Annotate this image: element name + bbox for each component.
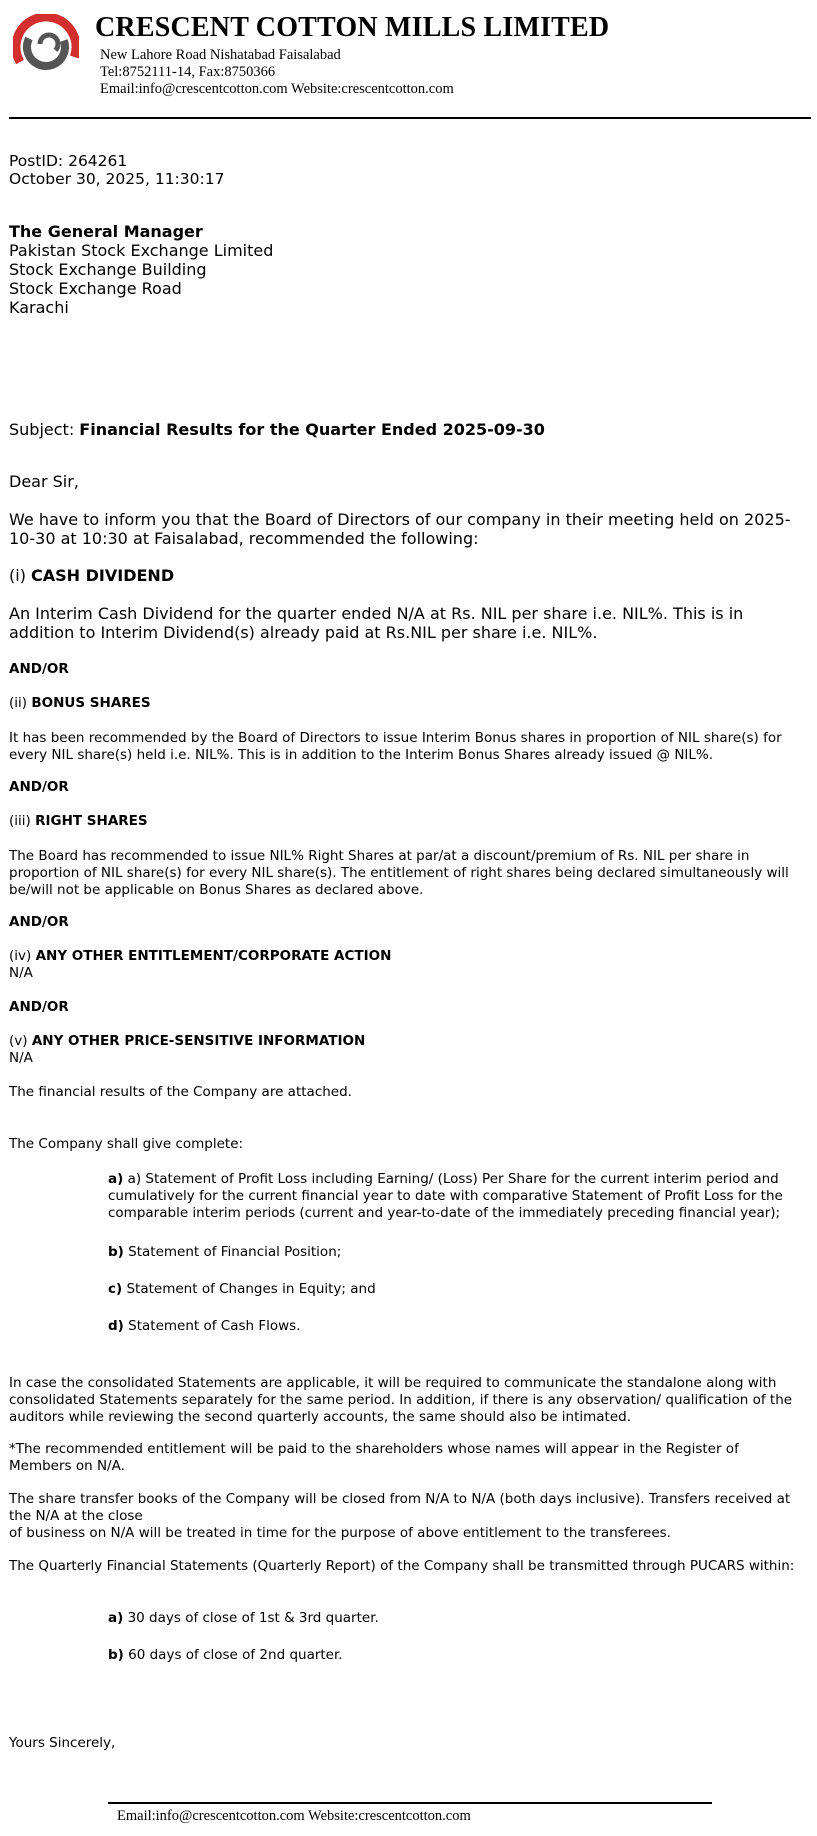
- section-title: ANY OTHER PRICE-SENSITIVE INFORMATION: [31, 1033, 366, 1049]
- statement-label: a): [108, 1171, 124, 1187]
- subject-line: [9, 420, 545, 439]
- deadline-text: 60 days of close of 2nd quarter.: [128, 1647, 343, 1663]
- statement-label: d): [108, 1318, 124, 1334]
- deadline-item: [108, 1647, 798, 1664]
- footer-contact: Email:info@crescentcotton.com Website:crescentcotton.com: [117, 1808, 471, 1824]
- section-title: CASH DIVIDEND: [31, 566, 175, 585]
- andor-separator: AND/OR: [9, 914, 69, 930]
- recipient-line: Stock Exchange Road: [9, 279, 182, 298]
- deadline-text: 30 days of close of 1st & 3rd quarter.: [127, 1610, 379, 1626]
- statement-text: a) Statement of Profit Loss including Earning/ (Loss) Per Share for the current interim period and cumulatively for the current financial year to date with comparative Statement of Profit Loss for the comparable interim periods (current and year-to-date of the immediately preceding financial year);: [108, 1171, 783, 1221]
- consolidated-paragraph: In case the consolidated Statements are applicable, it will be required to communicate the standalone along with consolidated Statements separately for the same period. In addition, if there is any observation/ qualification of the auditors while reviewing the second quarterly accounts, the same should also be intimated.: [9, 1375, 793, 1425]
- section-number: (ii): [9, 695, 28, 711]
- cash-dividend-heading: [9, 566, 174, 585]
- recipient-line: Pakistan Stock Exchange Limited: [9, 241, 274, 260]
- bonus-shares-text: It has been recommended by the Board of Directors to issue Interim Bonus shares in proportion of NIL share(s) for every NIL share(s) held i.e. NIL%. This is in addition to the Interim Bonus Shares already issued @ NIL%.: [9, 730, 782, 763]
- price-sensitive-heading: [9, 1033, 365, 1050]
- intro-paragraph: We have to inform you that the Board of Directors of our company in their meeting held on 2025-10-30 at 10:30 at Faisalabad, recommended the following:: [9, 510, 791, 548]
- section-number: (i): [9, 566, 26, 585]
- deadline-label: b): [108, 1647, 124, 1663]
- section-title: BONUS SHARES: [31, 695, 151, 711]
- subject-text: Financial Results for the Quarter Ended 2025-09-30: [79, 420, 545, 439]
- deadline-item: [108, 1610, 798, 1627]
- statement-text: Statement of Cash Flows.: [128, 1318, 301, 1334]
- section-number: (v): [9, 1033, 28, 1049]
- letterhead-divider: [9, 117, 811, 119]
- company-phone-fax: Tel:8752111-14, Fax:8750366: [100, 64, 276, 80]
- statement-item: [108, 1318, 798, 1335]
- statement-text: Statement of Financial Position;: [128, 1244, 342, 1260]
- statement-item: [108, 1244, 798, 1261]
- statement-text: Statement of Changes in Equity; and: [126, 1281, 376, 1297]
- subject-label: Subject:: [9, 420, 75, 439]
- footer-divider: [108, 1802, 712, 1804]
- results-attached: The financial results of the Company are attached.: [9, 1084, 352, 1100]
- letterhead: [9, 10, 809, 110]
- company-name: CRESCENT COTTON MILLS LIMITED: [95, 12, 610, 43]
- post-id: PostID: 264261: [9, 152, 128, 170]
- transfer-books-paragraph: The share transfer books of the Company will be closed from N/A to N/A (both days inclusive). Transfers received at the N/A at the close: [9, 1491, 791, 1524]
- bonus-shares-heading: [9, 695, 151, 712]
- closing: Yours Sincerely,: [9, 1735, 116, 1751]
- right-shares-heading: [9, 813, 148, 830]
- quarterly-report-paragraph: The Quarterly Financial Statements (Quarterly Report) of the Company shall be transmitted through PUCARS within:: [9, 1558, 795, 1574]
- recipient-line: Karachi: [9, 298, 69, 317]
- andor-separator: AND/OR: [9, 999, 69, 1015]
- recipient-title: The General Manager: [9, 222, 203, 241]
- company-email-website: Email:info@crescentcotton.com Website:crescentcotton.com: [100, 81, 454, 97]
- statement-item: [108, 1281, 798, 1298]
- price-sensitive-text: N/A: [9, 1050, 33, 1066]
- statement-label: b): [108, 1244, 124, 1260]
- salutation: Dear Sir,: [9, 472, 79, 491]
- deadline-label: a): [108, 1610, 124, 1626]
- transfer-books-continuation: of business on N/A will be treated in time for the purpose of above entitlement to the transferees.: [9, 1525, 671, 1541]
- other-entitlement-heading: [9, 948, 391, 965]
- entitlement-note: *The recommended entitlement will be paid to the shareholders whose names will appear in the Register of Members on N/A.: [9, 1441, 739, 1474]
- recipient-line: Stock Exchange Building: [9, 260, 207, 279]
- andor-separator: AND/OR: [9, 779, 69, 795]
- other-entitlement-text: N/A: [9, 965, 33, 981]
- company-address: New Lahore Road Nishatabad Faisalabad: [100, 47, 341, 63]
- cash-dividend-text: An Interim Cash Dividend for the quarter ended N/A at Rs. NIL per share i.e. NIL%. This is in addition to Interim Dividend(s) already paid at Rs.NIL per share i.e. NIL%.: [9, 604, 744, 642]
- company-give: The Company shall give complete:: [9, 1136, 244, 1152]
- company-logo-icon: [13, 14, 79, 80]
- right-shares-text: The Board has recommended to issue NIL% Right Shares at par/at a discount/premium of Rs. NIL per share in proportion of NIL share(s) for every NIL share(s). The entitlement of right shares being declared simultaneously will be/will not be applicable on Bonus Shares as declared above.: [9, 848, 789, 898]
- post-datetime: October 30, 2025, 11:30:17: [9, 170, 225, 188]
- section-title: RIGHT SHARES: [35, 813, 148, 829]
- statement-label: c): [108, 1281, 123, 1297]
- andor-separator: AND/OR: [9, 661, 69, 677]
- section-number: (iv): [9, 948, 32, 964]
- statement-item: [108, 1171, 798, 1222]
- section-number: (iii): [9, 813, 31, 829]
- section-title: ANY OTHER ENTITLEMENT/CORPORATE ACTION: [35, 948, 392, 964]
